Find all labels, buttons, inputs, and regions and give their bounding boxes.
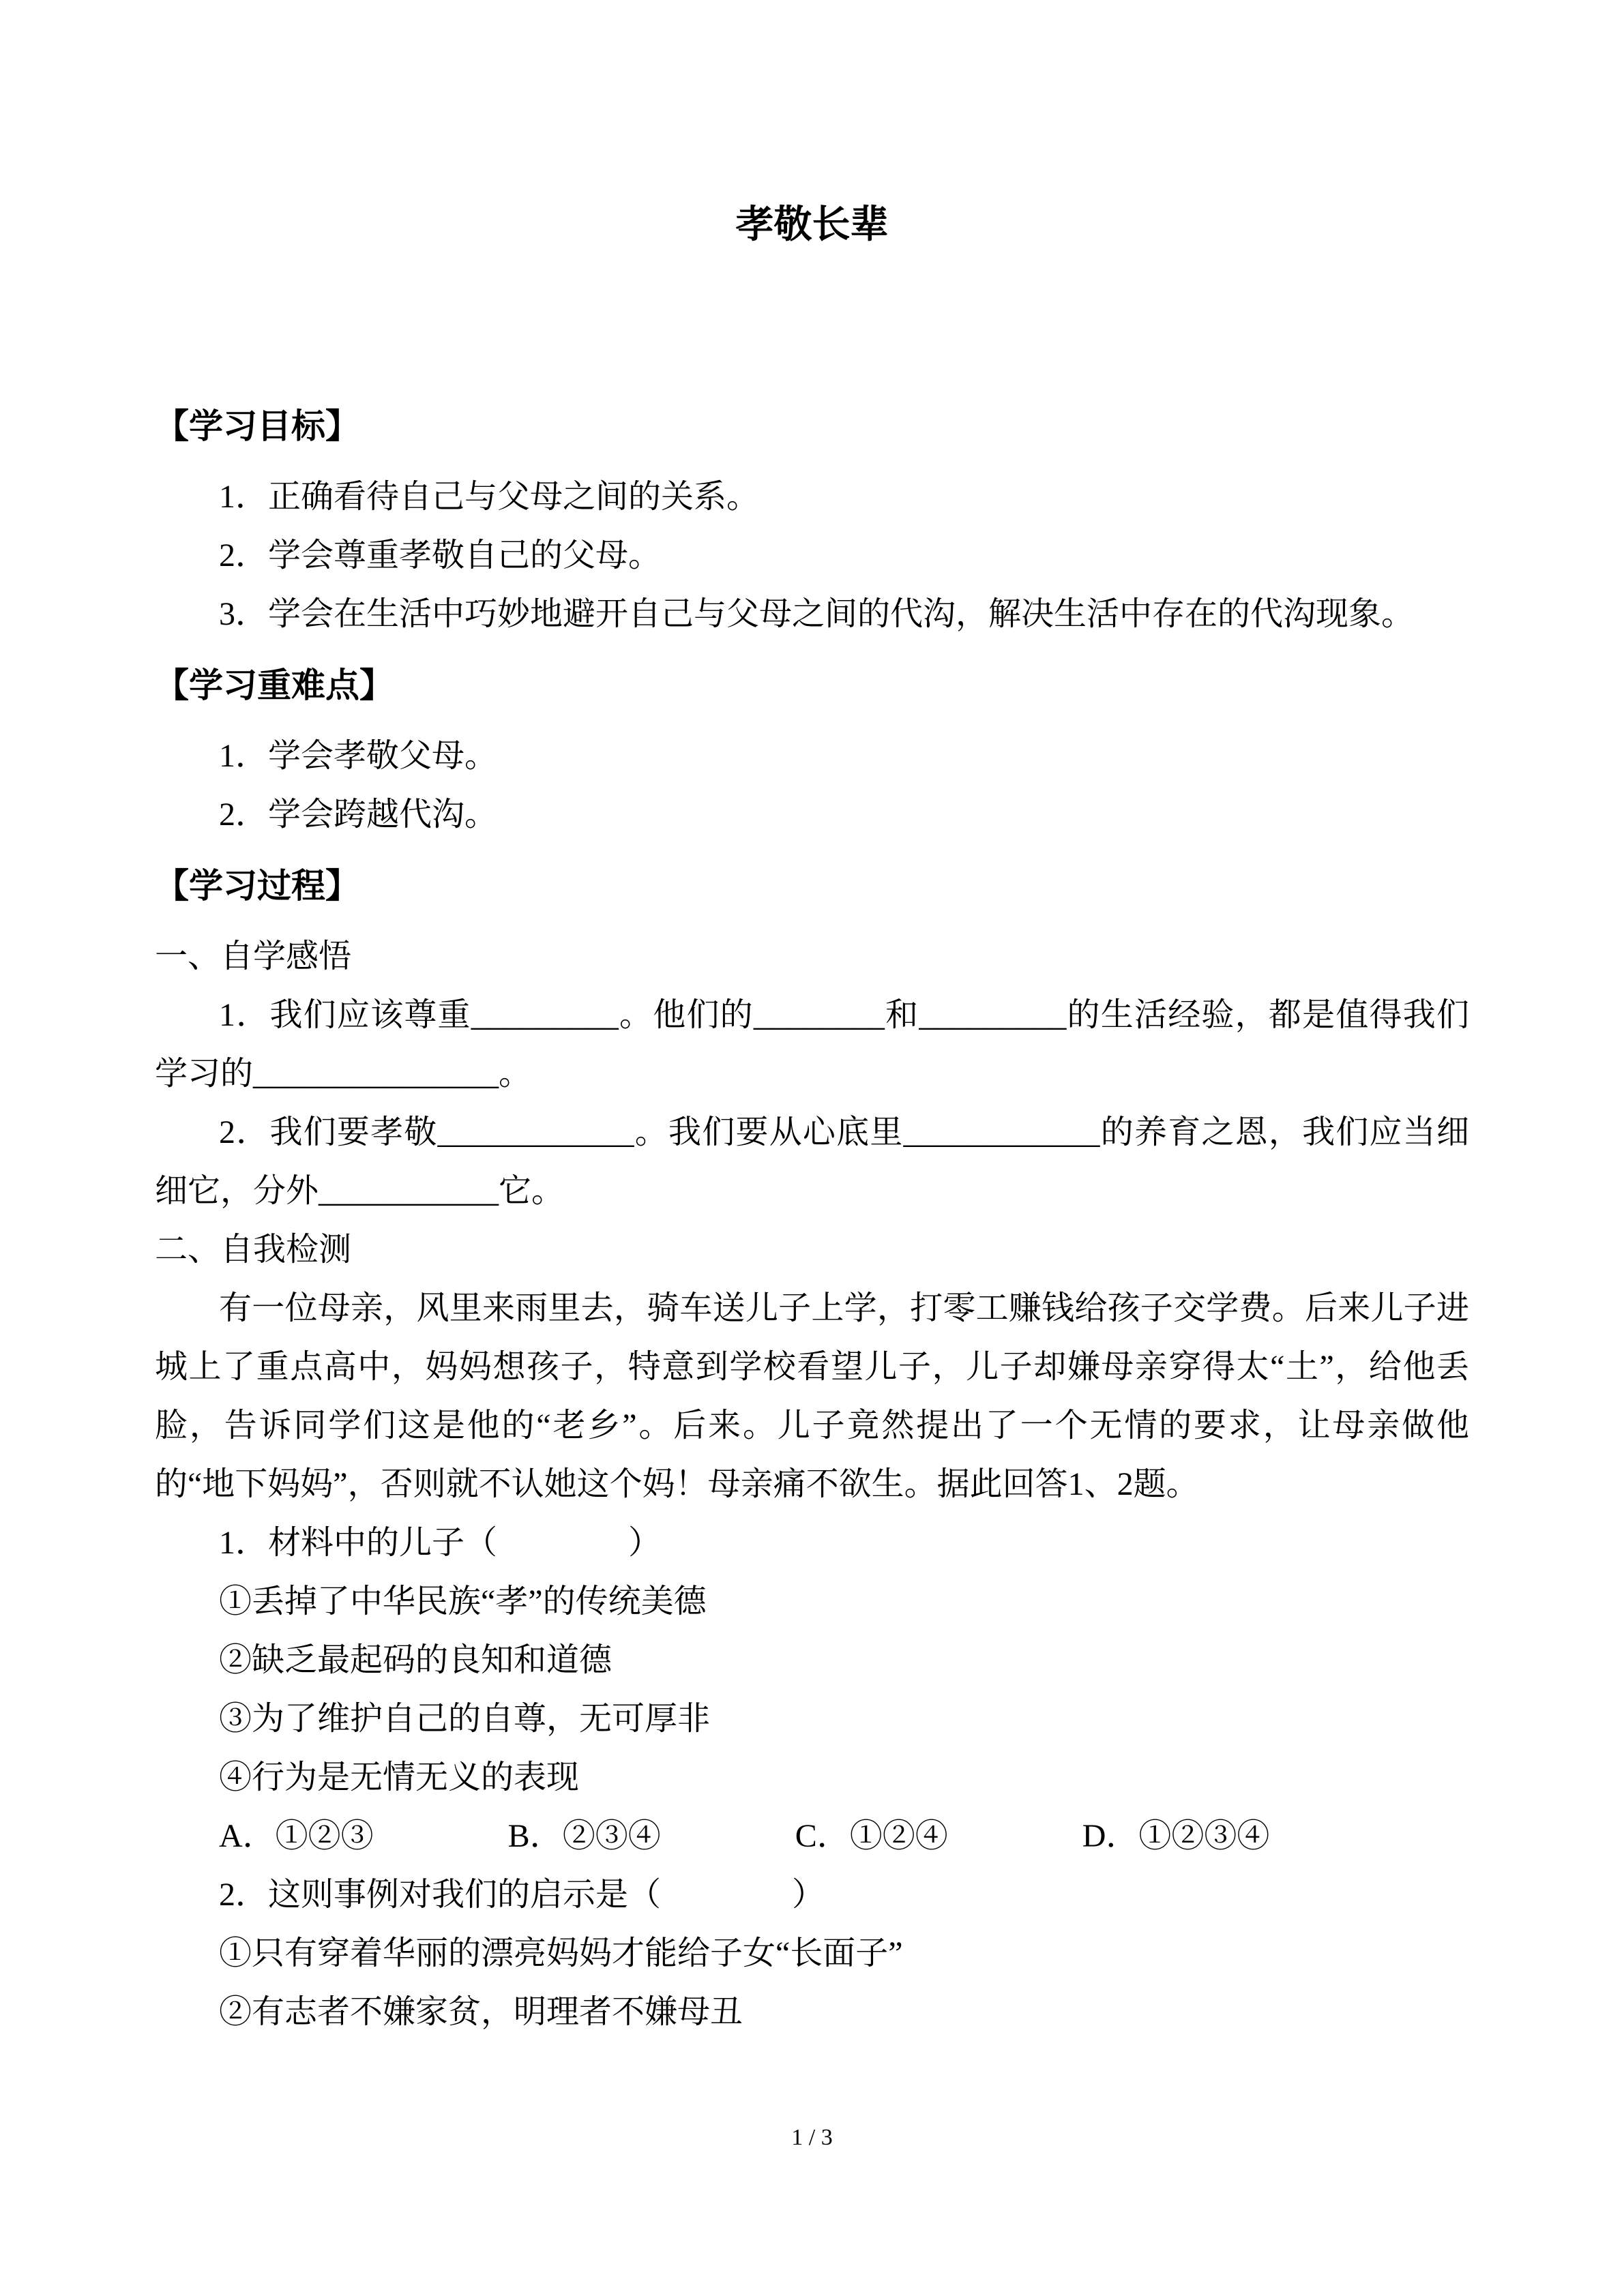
heading-learning-objectives: 【学习目标】	[155, 407, 359, 445]
question-2-stem: 2．这则事例对我们的启示是（ ）	[219, 1877, 825, 1913]
key-point-item-1: 1．学会孝敬父母。	[219, 738, 498, 774]
choice-d: D．①②③④	[1082, 1818, 1270, 1854]
fill-in-blank-1: 1．我们应该尊重_________。他们的________和_________的生活经验，都是值得我们学习的_______________。	[155, 997, 1469, 1092]
document-title: 孝敬长辈	[735, 204, 889, 246]
question-2-option-1: ①只有穿着华丽的漂亮妈妈才能给子女“长面子”	[219, 1935, 903, 1971]
question-1-option-4: ④行为是无情无义的表现	[219, 1759, 580, 1795]
question-1-answer-choices	[155, 1807, 1469, 1866]
story-paragraph: 有一位母亲，风里来雨里去，骑车送儿子上学，打零工赚钱给孩子交学费。后来儿子进城上了重点高中，妈妈想孩子，特意到学校看望儿子，儿子却嫌母亲穿得太“土”，给他丢脸，告诉同学们这是他的“老乡”。后来。儿子竟然提出了一个无情的要求，让母亲做他的“地下妈妈”，否则就不认她这个妈！母亲痛不欲生。据此回答1、2题。	[155, 1290, 1469, 1502]
page-number: 1 / 3	[791, 2125, 833, 2150]
question-2-option-2: ②有志者不嫌家贫，明理者不嫌母丑	[219, 1994, 743, 2030]
question-1-option-1: ①丢掉了中华民族“孝”的传统美德	[219, 1583, 707, 1620]
question-1-stem: 1．材料中的儿子（ ）	[219, 1525, 662, 1561]
part2-title: 二、自我检测	[155, 1232, 352, 1268]
fill-in-blank-2: 2．我们要孝敬____________。我们要从心底里____________的养育之恩，我们应当细细它，分外___________它。	[155, 1114, 1469, 1209]
question-1-option-2: ②缺乏最起码的良知和道德	[219, 1642, 612, 1678]
objective-item-2: 2．学会尊重孝敬自己的父母。	[219, 537, 662, 573]
heading-key-points: 【学习重难点】	[155, 666, 394, 704]
key-point-item-2: 2．学会跨越代沟。	[219, 796, 498, 833]
heading-learning-process: 【学习过程】	[155, 867, 359, 905]
choice-b: B．②③④	[507, 1818, 661, 1854]
part1-title: 一、自学感悟	[155, 938, 352, 974]
question-1-option-3: ③为了维护自己的自尊，无可厚非	[219, 1701, 711, 1737]
objective-item-1: 1．正确看待自己与父母之间的关系。	[219, 479, 760, 515]
objective-item-3: 3．学会在生活中巧妙地避开自己与父母之间的代沟，解决生活中存在的代沟现象。	[219, 596, 1415, 632]
choice-c: C．①②④	[795, 1818, 948, 1854]
choice-a: A．①②③	[219, 1818, 374, 1854]
